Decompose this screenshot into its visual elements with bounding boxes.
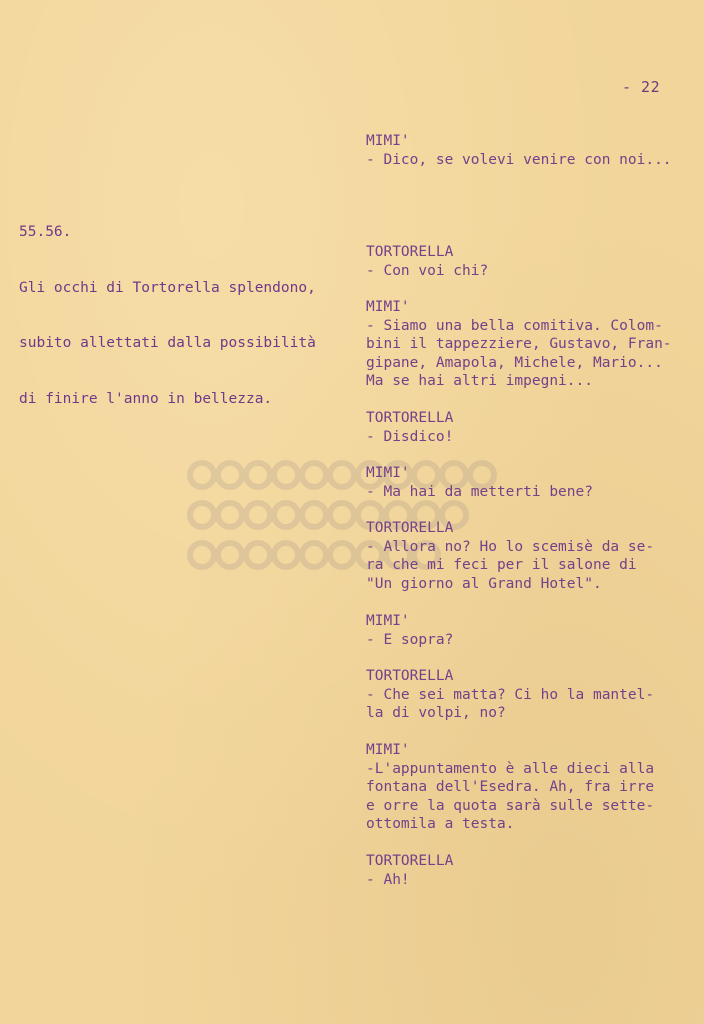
dialogue-block <box>366 298 702 391</box>
dialogue-block <box>366 852 702 889</box>
dialogue-line: la di volpi, no? <box>366 705 506 721</box>
speaker-name: MIMI' <box>366 742 410 758</box>
speaker-name: MIMI' <box>366 613 410 629</box>
speaker-name: TORTORELLA <box>366 244 454 260</box>
speaker-name: MIMI' <box>366 133 410 149</box>
speaker-name: TORTORELLA <box>366 853 454 869</box>
dialogue-line: - Che sei matta? Ci ho la mantel- <box>366 686 655 703</box>
dialogue-line: ra che mi feci per il salone di <box>366 557 637 573</box>
page-number: - 22 <box>622 78 661 96</box>
speaker-name: MIMI' <box>366 299 410 315</box>
dialogue-line: "Un giorno al Grand Hotel". <box>366 575 602 592</box>
dialogue-line: - Allora no? Ho lo scemisè da se- <box>366 538 655 555</box>
dialogue-line: e orre la quota sarà sulle sette- <box>366 797 655 814</box>
dialogue-line: ottomila a testa. <box>366 816 515 832</box>
dialogue-line: - Con voi chi? <box>366 262 489 279</box>
scene-direction-line: Gli occhi di Tortorella splendono, <box>19 279 316 296</box>
dialogue-block <box>366 612 702 649</box>
dialogue-line: bini il tappezziere, Gustavo, Fran- <box>366 336 672 352</box>
dialogue-line: Ma se hai altri impegni... <box>366 373 593 389</box>
dialogue-line: - Ah! <box>366 871 410 888</box>
scene-direction-line: di finire l'anno in bellezza. <box>19 390 273 407</box>
scene-direction <box>19 186 349 445</box>
dialogue-line: -L'appuntamento è alle dieci alla <box>366 760 655 777</box>
dialogue-block <box>366 464 702 501</box>
dialogue-block <box>366 741 702 834</box>
speaker-name: TORTORELLA <box>366 410 454 426</box>
scene-direction-line: subito allettati dalla possibilità <box>19 335 316 351</box>
scene-number: 55.56. <box>19 224 72 240</box>
dialogue-line: - Dico, se volevi venire con noi... <box>366 151 672 168</box>
speaker-name: MIMI' <box>366 465 410 481</box>
dialogue-block <box>366 409 702 446</box>
dialogue-line: fontana dell'Esedra. Ah, fra irre <box>366 779 655 795</box>
dialogue-line: - Ma hai da metterti bene? <box>366 483 593 500</box>
dialogue-line: - Disdico! <box>366 428 454 445</box>
speaker-name: TORTORELLA <box>366 668 454 684</box>
dialogue-block <box>366 519 702 593</box>
dialogue-line: - E sopra? <box>366 631 454 648</box>
dialogue-block <box>366 667 702 723</box>
dialogue-block <box>366 243 702 280</box>
dialogue-block <box>366 132 702 169</box>
dialogue-line: gipane, Amapola, Michele, Mario... <box>366 354 663 371</box>
dialogue-line: - Siamo una bella comitiva. Colom- <box>366 317 663 334</box>
speaker-name: TORTORELLA <box>366 520 454 536</box>
